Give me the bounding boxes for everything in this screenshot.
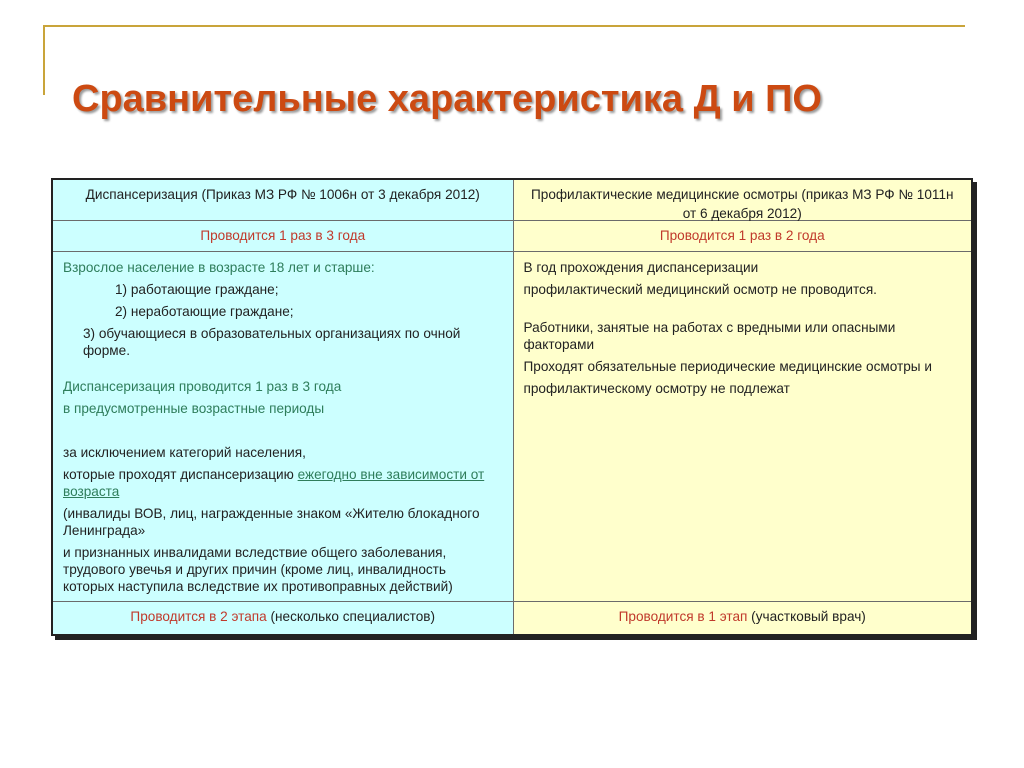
right-header-text: Профилактические медицинские осмотры (приказ МЗ РФ № 1011н от 6 декабря 2012) [530,187,954,221]
left-body-cell [52,252,513,602]
list-item-nonworking: 2) неработающие граждане; [115,304,294,319]
slide-title: Сравнительные характеристика Д и ПО [72,78,822,120]
annual-exception [63,466,501,500]
frequency-note-1: Диспансеризация проводится 1 раз в 3 года [63,379,342,394]
frequency-row [52,221,972,252]
right-line-5: профилактическому осмотру не подлежат [523,381,790,396]
slide-frame-top-line [43,25,965,27]
right-line-4: Проходят обязательные периодические медицинские осмотры и [523,359,932,374]
disabled-note: и признанных инвалидами вследствие общего заболевания, трудового увечья и других причин (кроме лиц, инвалидность которых наступила вследствие их противоправных действий) [63,545,453,594]
frequency-note-2: в предусмотренные возрастные периоды [63,401,325,416]
left-stage-red: Проводится в 2 этапа [130,609,267,624]
right-line-1: В год прохождения диспансеризации [523,260,759,275]
left-header-cell [52,179,513,221]
stage-row [52,602,972,636]
left-frequency-cell [52,221,513,252]
right-frequency-cell [513,221,972,252]
left-header-text: Диспансеризация (Приказ МЗ РФ № 1006н от 3 декабря 2012) [85,187,480,202]
header-row [52,179,972,221]
comparison-table [51,178,973,636]
veterans-note: (инвалиды ВОВ, лиц, награжденные знаком «Жителю блокадного Ленинграда» [63,506,480,538]
list-item-working: 1) работающие граждане; [115,282,279,297]
left-stage-rest: (несколько специалистов) [266,609,436,624]
annual-exception-link[interactable]: ежегодно вне зависимости от возраста [63,467,485,499]
right-frequency-text: Проводится 1 раз в 2 года [659,228,825,243]
right-stage-rest: (участковый врач) [747,609,866,624]
population-intro: Взрослое население в возрасте 18 лет и старше: [63,260,375,275]
comparison-table-wrapper [51,178,971,636]
body-row [52,252,972,602]
left-stage-cell [52,602,513,636]
right-stage-text [514,602,972,634]
right-body-cell [513,252,972,602]
right-stage-cell [513,602,972,636]
list-item-students: 3) обучающиеся в образовательных организациях по очной форме. [83,326,461,358]
left-frequency-text: Проводится 1 раз в 3 года [200,228,366,243]
right-line-3: Работники, занятые на работах с вредными или опасными факторами [523,320,896,352]
right-line-2: профилактический медицинский осмотр не проводится. [523,282,877,297]
right-header-cell [513,179,972,221]
exception-intro: за исключением категорий населения, [63,445,306,460]
slide-frame-left-line [43,25,45,95]
right-stage-red: Проводится в 1 этап [618,609,748,624]
left-stage-text [53,602,513,634]
annual-exception-text: которые проходят диспансеризацию [63,467,298,482]
